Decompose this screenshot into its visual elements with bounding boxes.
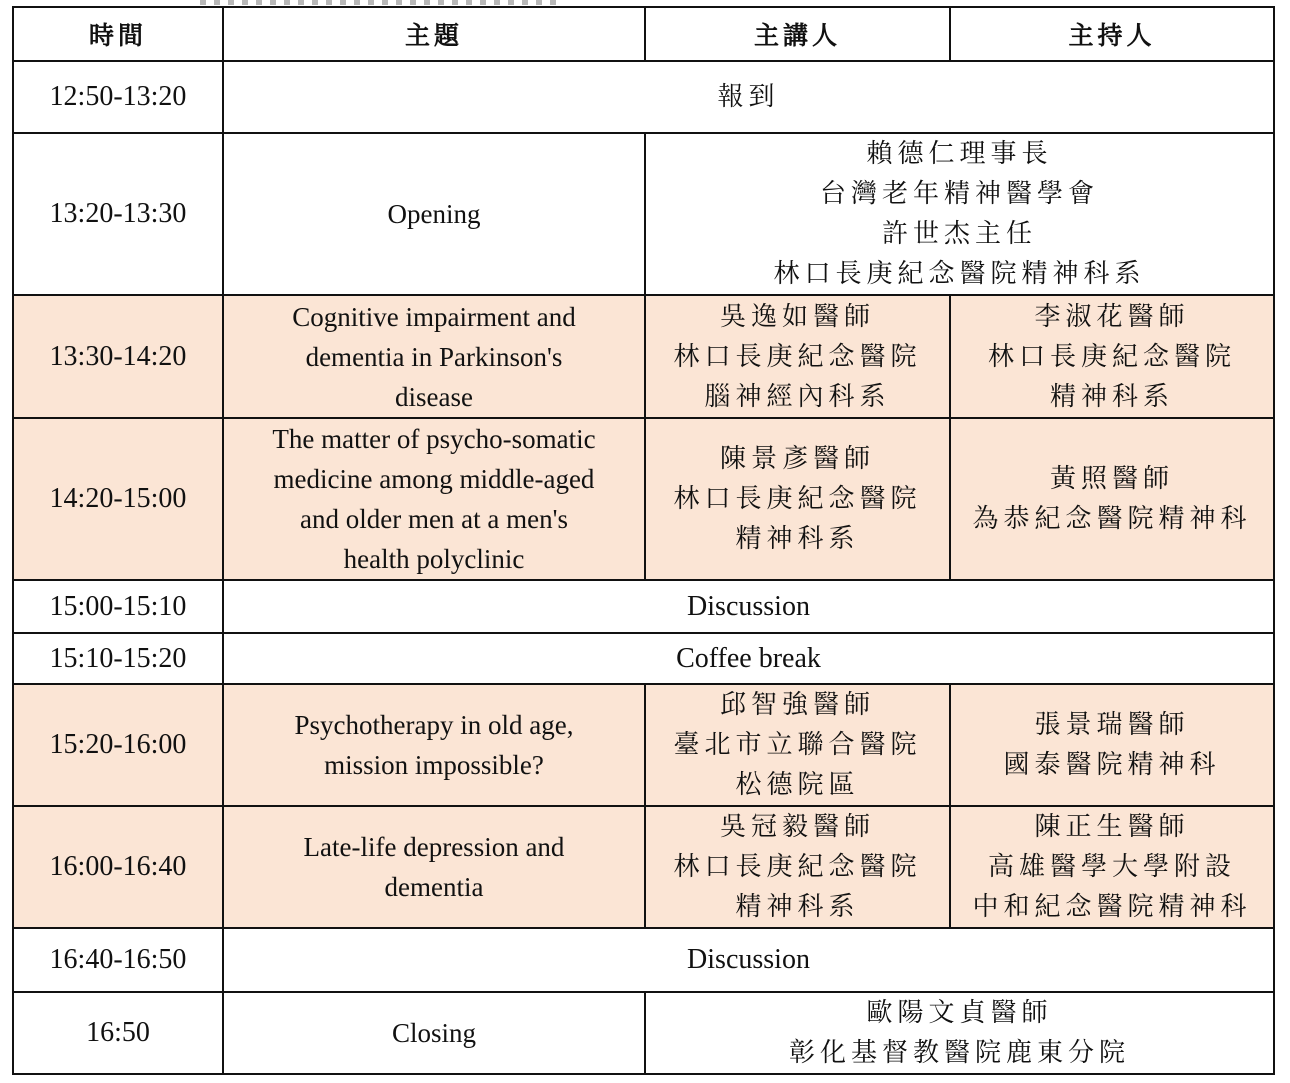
table-row [13, 806, 1274, 928]
speaker-line: 陳景彥醫師 [719, 444, 875, 474]
speaker-line: 吳冠毅醫師 [719, 812, 875, 842]
top-crop-artifact [200, 0, 560, 5]
topic-line: mission impossible? [324, 750, 544, 780]
table-row [13, 928, 1274, 992]
table-row [13, 133, 1274, 295]
topic-line: dementia [384, 872, 484, 902]
speaker-line: 腦神經內科系 [704, 381, 891, 412]
topic-line: Closing [391, 1018, 477, 1048]
speaker-cell [645, 806, 950, 928]
time-cell: 13:30-14:20 [13, 295, 223, 418]
moderator-line: 林口長庚紀念醫院 [987, 341, 1236, 372]
header-topic: 主題 [223, 7, 645, 61]
speaker-line: 邱智強醫師 [719, 690, 875, 720]
topic-cell [223, 295, 645, 418]
closing-people-cell [645, 992, 1274, 1074]
topic-line: and older men at a men's [299, 504, 569, 534]
topic-cell [223, 418, 645, 580]
speaker-line: 林口長庚紀念醫院 [673, 341, 922, 372]
discussion-cell: Discussion [223, 928, 1274, 992]
topic-cell [223, 133, 645, 295]
people-line: 許世杰主任 [881, 219, 1037, 249]
speaker-line: 精神科系 [735, 892, 860, 922]
header-moderator: 主持人 [950, 7, 1274, 61]
topic-line: medicine among middle-aged [273, 464, 595, 494]
time-cell: 14:20-15:00 [13, 418, 223, 580]
people-line: 彰化基督教醫院鹿東分院 [788, 1038, 1130, 1068]
moderator-line: 張景瑞醫師 [1034, 710, 1190, 740]
table-row [13, 580, 1274, 633]
moderator-line: 陳正生醫師 [1034, 812, 1190, 842]
people-line: 林口長庚紀念醫院精神科系 [773, 259, 1146, 289]
speaker-line: 林口長庚紀念醫院 [673, 852, 922, 882]
time-cell: 16:00-16:40 [13, 806, 223, 928]
people-line: 賴德仁理事長 [866, 139, 1053, 169]
moderator-line: 國泰醫院精神科 [1003, 750, 1221, 780]
header-row [13, 7, 1274, 61]
time-cell: 12:50-13:20 [13, 61, 223, 133]
topic-line: health polyclinic [343, 544, 525, 574]
time-cell: 15:00-15:10 [13, 580, 223, 633]
speaker-cell [645, 684, 950, 806]
speaker-line: 精神科系 [735, 524, 860, 554]
table-row [13, 992, 1274, 1074]
time-cell: 15:20-16:00 [13, 684, 223, 806]
time-cell: 15:10-15:20 [13, 633, 223, 684]
moderator-cell [950, 295, 1274, 418]
opening-people-cell [645, 133, 1274, 295]
time-cell: 16:40-16:50 [13, 928, 223, 992]
people-line: 歐陽文貞醫師 [866, 998, 1053, 1028]
topic-cell [223, 992, 645, 1074]
table-row [13, 633, 1274, 684]
moderator-cell [950, 418, 1274, 580]
speaker-cell [645, 295, 950, 418]
speaker-line: 林口長庚紀念醫院 [673, 484, 922, 514]
table-row [13, 684, 1274, 806]
moderator-line: 中和紀念醫院精神科 [972, 892, 1252, 922]
topic-cell [223, 684, 645, 806]
topic-line: The matter of psycho-somatic [272, 424, 596, 454]
moderator-line: 為恭紀念醫院精神科 [972, 504, 1252, 534]
topic-line: Cognitive impairment and [292, 301, 576, 332]
speaker-line: 臺北市立聯合醫院 [673, 730, 922, 760]
topic-line: disease [395, 381, 473, 412]
header-time: 時間 [13, 7, 223, 61]
speaker-line: 吳逸如醫師 [719, 301, 875, 332]
moderator-line: 黃照醫師 [1049, 464, 1174, 494]
table-row [13, 295, 1274, 418]
registration-cell: 報到 [223, 61, 1274, 133]
topic-cell [223, 806, 645, 928]
topic-line: Opening [387, 199, 481, 229]
header-speaker: 主講人 [645, 7, 950, 61]
time-cell: 13:20-13:30 [13, 133, 223, 295]
speaker-cell [645, 418, 950, 580]
time-cell: 16:50 [13, 992, 223, 1074]
moderator-cell [950, 806, 1274, 928]
table-row [13, 418, 1274, 580]
moderator-cell [950, 684, 1274, 806]
program-schedule-table [12, 6, 1275, 1075]
topic-line: Late-life depression and [303, 832, 565, 862]
table-row [13, 61, 1274, 133]
speaker-line: 松德院區 [735, 770, 860, 800]
discussion-cell: Discussion [223, 580, 1274, 633]
moderator-line: 李淑花醫師 [1034, 301, 1190, 332]
topic-line: Psychotherapy in old age, [294, 710, 574, 740]
topic-line: dementia in Parkinson's [305, 341, 563, 372]
people-line: 台灣老年精神醫學會 [819, 179, 1099, 209]
moderator-line: 高雄醫學大學附設 [987, 852, 1236, 882]
coffee-break-cell: Coffee break [223, 633, 1274, 684]
moderator-line: 精神科系 [1049, 381, 1174, 412]
